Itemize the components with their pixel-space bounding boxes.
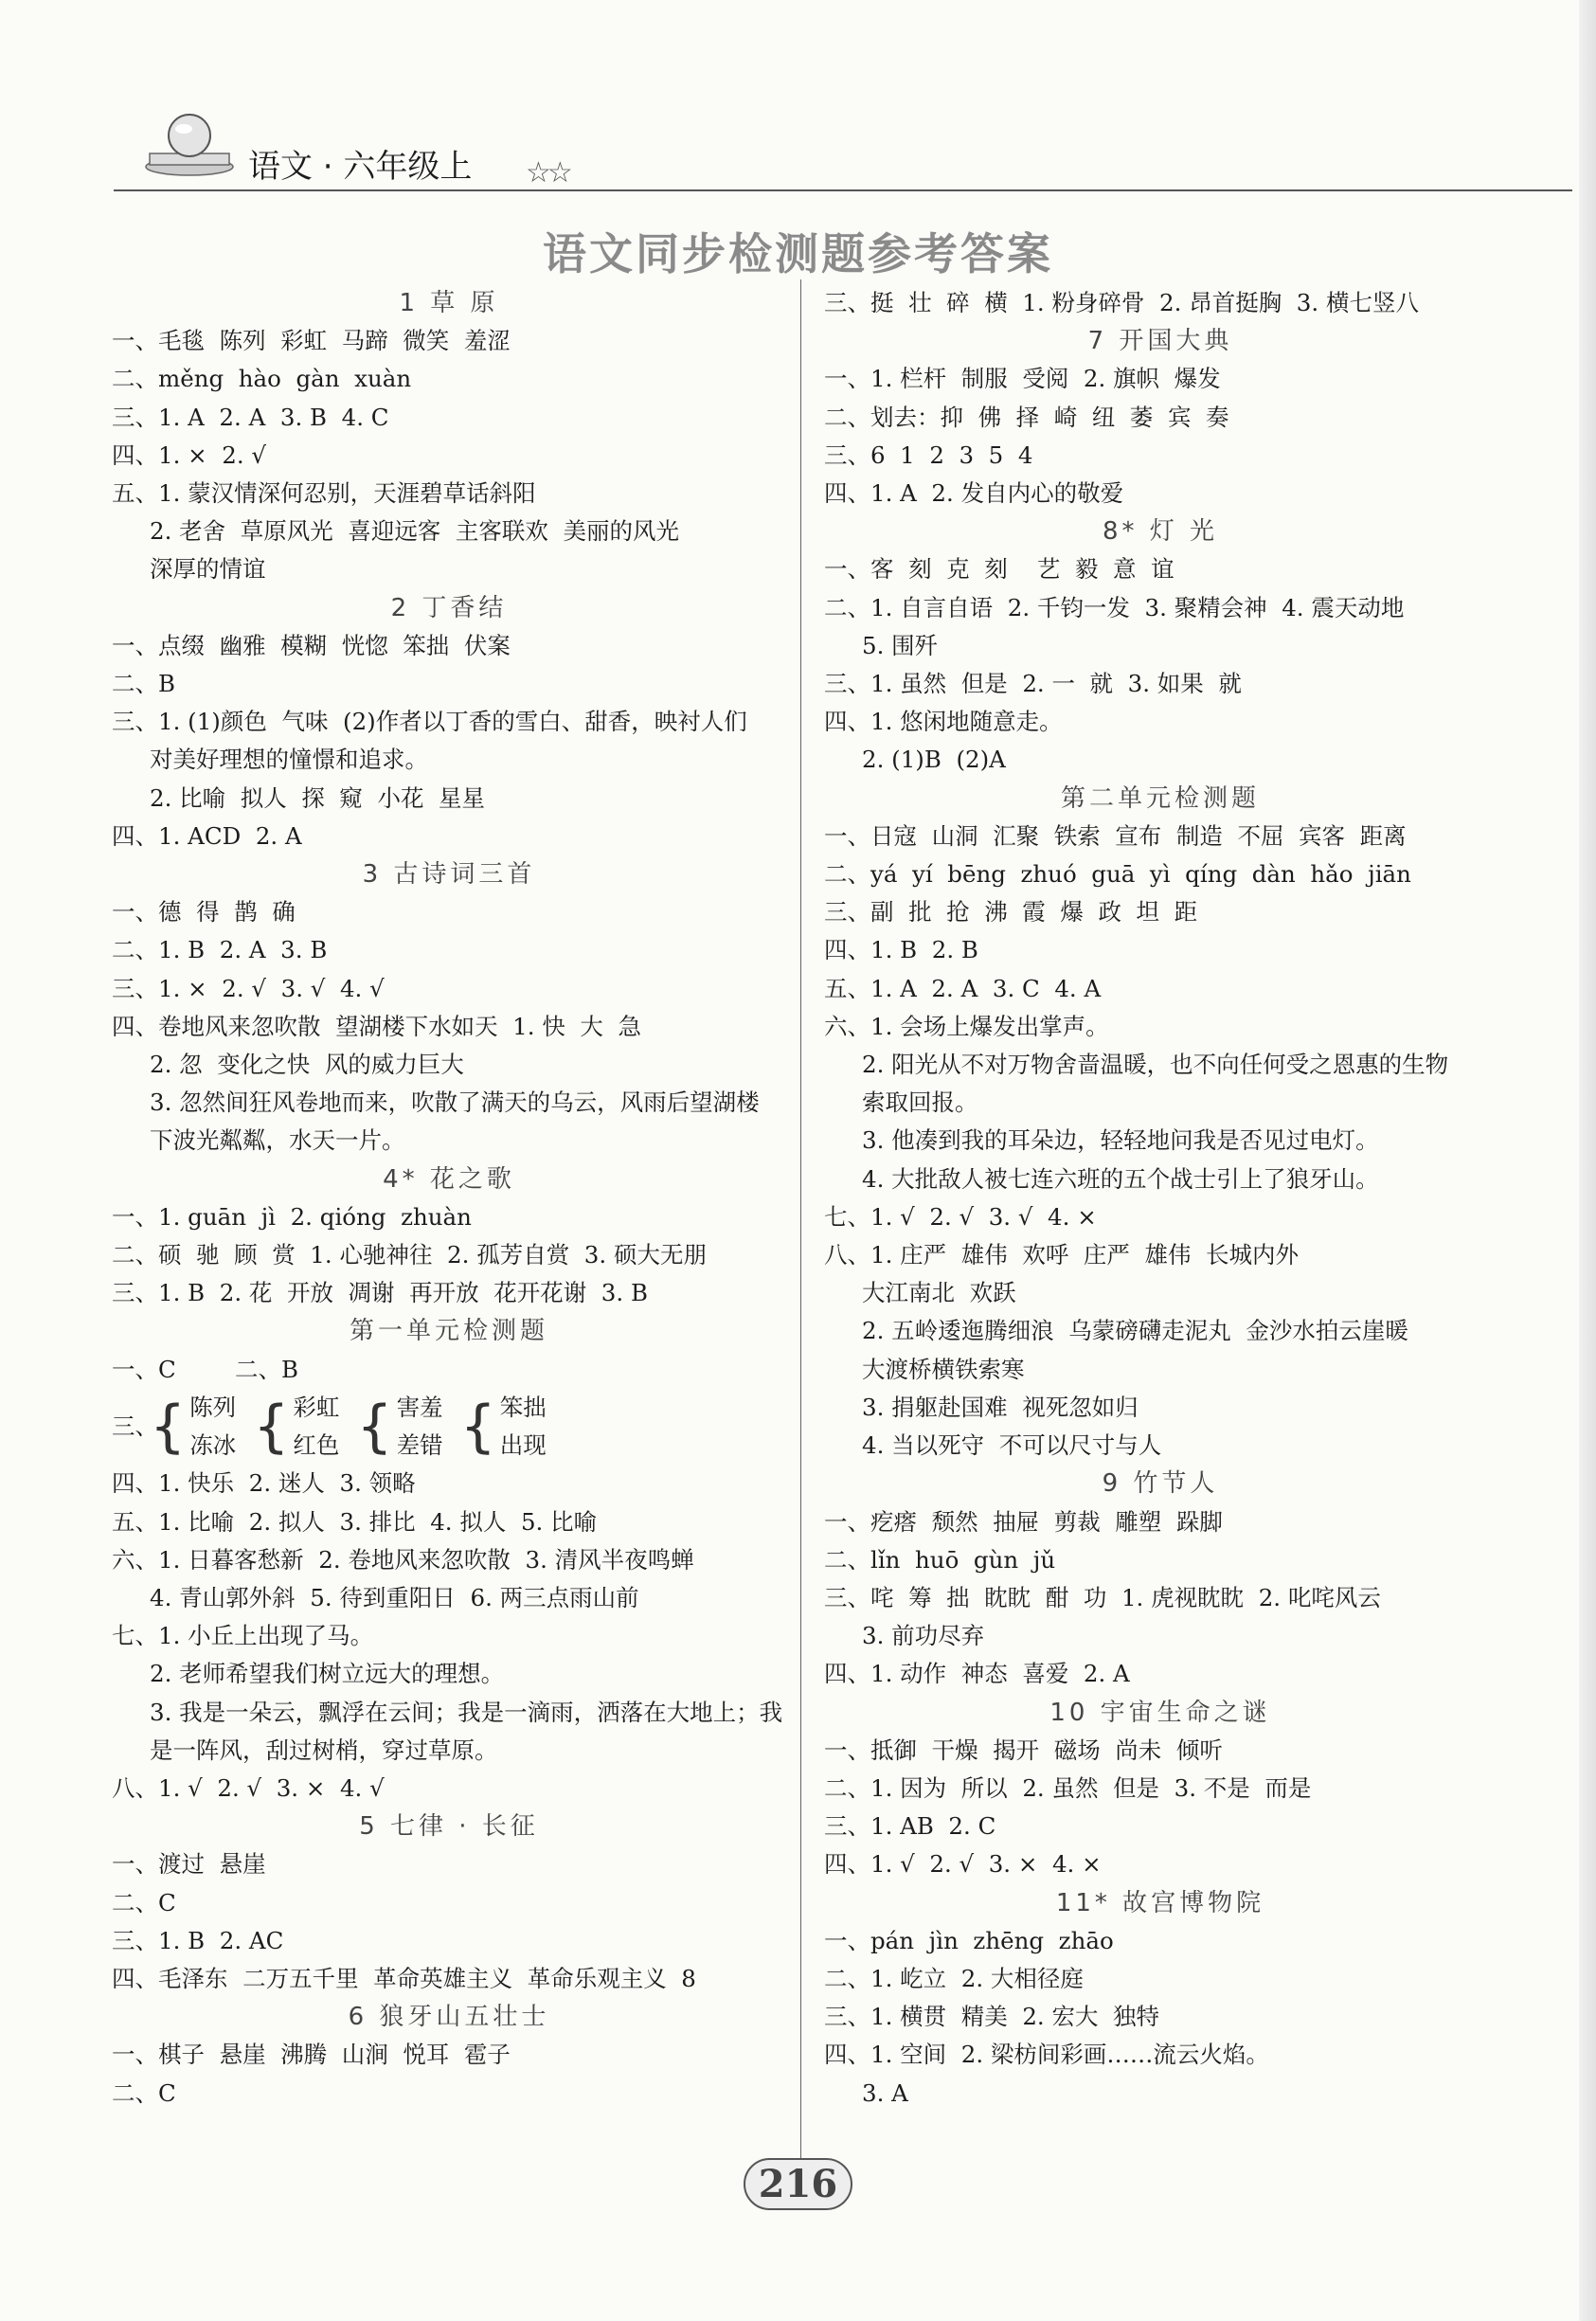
column-divider xyxy=(800,279,801,2174)
answer-line: 4. 青山郭外斜 5. 待到重阳日 6. 两三点雨山前 xyxy=(150,1583,639,1611)
answer-line: 三、1. × 2. √ 3. √ 4. √ xyxy=(112,974,385,1002)
answer-line: 3. 捐躯赴国难 视死忽如归 xyxy=(862,1393,1139,1421)
answer-line: 3. 我是一朵云，飘浮在云间；我是一滴雨，洒落在大地上；我 xyxy=(150,1698,783,1726)
brace-icon: { xyxy=(253,1394,290,1461)
answer-line: 一、C 二、B xyxy=(112,1355,299,1383)
answer-line: 七、1. 小丘上出现了马。 xyxy=(112,1622,374,1650)
answer-line: 三、1. 虽然 但是 2. 一 就 3. 如果 就 xyxy=(824,670,1242,698)
brace-item: 冻冰 xyxy=(189,1431,237,1460)
section-heading: 2 丁香结 xyxy=(390,593,508,622)
answer-line: 2. 忽 变化之快 风的威力巨大 xyxy=(150,1051,464,1079)
answer-line: 三、1. (1)颜色 气味 (2)作者以丁香的雪白、甜香，映衬人们 xyxy=(112,708,747,736)
answer-line: 2. 阳光从不对万物舍啬温暖，也不向任何受之恩惠的生物 xyxy=(862,1051,1449,1079)
page-title: 语文同步检测题参考答案 xyxy=(543,228,1053,279)
brace-answer-line xyxy=(112,1389,786,1465)
answer-line: 二、měng hào gàn xuàn xyxy=(112,365,412,393)
answer-line: 2. 五岭逶迤腾细浪 乌蒙磅礴走泥丸 金沙水拍云崖暖 xyxy=(862,1317,1408,1345)
brace-group xyxy=(460,1389,547,1465)
answer-line: 下波光粼粼，水天一片。 xyxy=(150,1126,405,1155)
brace-icon: { xyxy=(356,1394,393,1461)
section-heading: 5 七律 · 长征 xyxy=(359,1812,539,1842)
answer-line: 四、1. 悠闲地随意走。 xyxy=(824,708,1063,736)
answer-line: 三、6 1 2 3 5 4 xyxy=(824,441,1033,469)
brace-item: 出现 xyxy=(499,1431,547,1460)
answer-line: 3. A xyxy=(862,2078,908,2107)
answer-line: 2. 老舍 草原风光 喜迎远客 主客联欢 美丽的风光 xyxy=(150,517,679,546)
brace-item: 害羞 xyxy=(396,1393,443,1421)
answer-line: 四、1. 空间 2. 梁枋间彩画……流云火焰。 xyxy=(824,2041,1269,2069)
section-heading: 4* 花之歌 xyxy=(383,1164,515,1194)
brace-group xyxy=(356,1389,442,1465)
section-heading: 7 开国大典 xyxy=(1087,327,1233,356)
answer-line: 四、1. B 2. B xyxy=(824,936,978,964)
page-number xyxy=(0,2158,1596,2210)
header-rule xyxy=(114,189,1572,191)
answer-line: 一、德 得 鹊 确 xyxy=(112,898,296,927)
answer-line: 二、1. 自言自语 2. 千钧一发 3. 聚精会神 4. 震天动地 xyxy=(824,593,1405,621)
answer-line: 二、lǐn huō gùn jǔ xyxy=(824,1545,1056,1574)
answer-line: 三、1. A 2. A 3. B 4. C xyxy=(112,403,389,431)
section-heading: 10 宇宙生命之谜 xyxy=(1049,1698,1271,1727)
answer-line: 五、1. A 2. A 3. C 4. A xyxy=(824,974,1102,1002)
answer-line: 一、疙瘩 颓然 抽屉 剪裁 雕塑 跺脚 xyxy=(824,1507,1223,1536)
brace-group xyxy=(150,1389,236,1465)
brace-item: 红色 xyxy=(293,1431,340,1460)
answer-line: 三、挺 壮 碎 横 1. 粉身碎骨 2. 昂首挺胸 3. 横七竖八 xyxy=(824,289,1419,316)
section-heading: 8* 灯 光 xyxy=(1102,517,1219,547)
book-globe-icon xyxy=(142,112,237,178)
answer-line: 2. 比喻 拟人 探 窥 小花 星星 xyxy=(150,783,486,812)
answer-label: 三、 xyxy=(112,1412,158,1440)
answer-line: 四、1. 动作 神态 喜爱 2. A xyxy=(824,1660,1130,1688)
section-heading: 1 草 原 xyxy=(399,289,499,317)
section-heading: 第二单元检测题 xyxy=(1060,783,1260,813)
answer-line: 四、1. A 2. 发自内心的敬爱 xyxy=(824,479,1124,508)
answer-line: 大江南北 欢跃 xyxy=(862,1279,1016,1307)
section-heading: 第一单元检测题 xyxy=(349,1317,548,1346)
page-number-label: 216 xyxy=(744,2158,853,2210)
answer-line: 4. 当以死守 不可以尺寸与人 xyxy=(862,1431,1162,1460)
answer-line: 一、棋子 悬崖 沸腾 山涧 悦耳 雹子 xyxy=(112,2041,511,2069)
page-edge xyxy=(1579,0,1596,2321)
answer-line: 一、1. 栏杆 制服 受阅 2. 旗帜 爆发 xyxy=(824,365,1221,393)
answer-line: 一、毛毯 陈列 彩虹 马蹄 微笑 羞涩 xyxy=(112,327,511,355)
answer-line: 对美好理想的憧憬和追求。 xyxy=(150,746,428,774)
answer-line: 一、点缀 幽雅 模糊 恍惚 笨拙 伏案 xyxy=(112,631,511,659)
answer-line: 是一阵风，刮过树梢，穿过草原。 xyxy=(150,1736,498,1764)
answer-line: 三、1. 横贯 精美 2. 宏大 独特 xyxy=(824,2003,1160,2031)
section-heading: 6 狼牙山五壮士 xyxy=(348,2003,550,2032)
left-column xyxy=(112,284,786,2113)
answer-line: 三、1. B 2. AC xyxy=(112,1926,284,1954)
answer-line: 三、副 批 抢 沸 霞 爆 政 坦 距 xyxy=(824,898,1198,927)
answer-line: 七、1. √ 2. √ 3. √ 4. × xyxy=(824,1202,1097,1231)
answer-line: 索取回报。 xyxy=(862,1089,978,1117)
answer-line: 二、划去：抑 佛 择 崎 纽 萎 宾 奏 xyxy=(824,403,1229,431)
answer-line: 八、1. 庄严 雄伟 欢呼 庄严 雄伟 长城内外 xyxy=(824,1241,1300,1269)
brace-item: 彩虹 xyxy=(293,1393,340,1421)
answer-line: 二、C xyxy=(112,1888,176,1916)
answer-line: 二、B xyxy=(112,670,176,698)
answer-line: 深厚的情谊 xyxy=(150,555,266,584)
brace-group xyxy=(253,1389,339,1465)
answer-line: 2. (1)B (2)A xyxy=(862,746,1006,774)
section-heading: 9 竹节人 xyxy=(1102,1469,1219,1499)
answer-line: 四、毛泽东 二万五千里 革命英雄主义 革命乐观主义 8 xyxy=(112,1964,696,1992)
answer-line: 4. 大批敌人被七连六班的五个战士引上了狼牙山。 xyxy=(862,1164,1379,1193)
answer-line: 四、卷地风来忽吹散 望湖楼下水如天 1. 快 大 急 xyxy=(112,1012,641,1040)
answer-line: 大渡桥横铁索寒 xyxy=(862,1355,1025,1383)
answer-line: 3. 前功尽弃 xyxy=(862,1622,985,1650)
answer-line: 五、1. 比喻 2. 拟人 3. 排比 4. 拟人 5. 比喻 xyxy=(112,1507,598,1536)
answer-line: 一、pán jìn zhēng zhāo xyxy=(824,1926,1114,1954)
answer-line: 二、yá yí bēng zhuó guā yì qíng dàn hǎo jiān xyxy=(824,860,1411,889)
answer-line: 2. 老师希望我们树立远大的理想。 xyxy=(150,1660,505,1688)
header-title: 语文 · 六年级上 xyxy=(248,148,473,186)
answer-line: 一、抵御 干燥 揭开 磁场 尚未 倾听 xyxy=(824,1736,1223,1764)
answer-line: 3. 忽然间狂风卷地而来，吹散了满天的乌云，风雨后望湖楼 xyxy=(150,1089,760,1117)
answer-line: 三、1. B 2. 花 开放 凋谢 再开放 花开花谢 3. B xyxy=(112,1279,648,1307)
answer-line: 五、1. 蒙汉情深何忍别，天涯碧草话斜阳 xyxy=(112,479,536,508)
section-heading: 3 古诗词三首 xyxy=(362,860,536,890)
brace-item: 陈列 xyxy=(189,1393,237,1421)
answer-line: 二、1. 屹立 2. 大相径庭 xyxy=(824,1964,1084,1992)
answer-line: 一、1. guān jì 2. qióng zhuàn xyxy=(112,1202,472,1231)
answer-line: 四、1. × 2. √ xyxy=(112,441,267,469)
answer-line: 四、1. √ 2. √ 3. × 4. × xyxy=(824,1850,1102,1879)
brace-icon: { xyxy=(459,1394,496,1461)
right-column xyxy=(824,284,1497,2113)
answer-line: 四、1. 快乐 2. 迷人 3. 领略 xyxy=(112,1469,416,1498)
answer-line: 三、咤 筹 拙 眈眈 酣 功 1. 虎视眈眈 2. 叱咤风云 xyxy=(824,1583,1381,1611)
section-heading: 11* 故宫博物院 xyxy=(1055,1888,1265,1917)
answer-line: 一、客 刻 克 刻 艺 毅 意 谊 xyxy=(824,555,1175,584)
answer-line: 二、硕 驰 顾 赏 1. 心驰神往 2. 孤芳自赏 3. 硕大无朋 xyxy=(112,1241,707,1269)
answer-line: 5. 围歼 xyxy=(862,631,939,659)
answer-line: 二、C xyxy=(112,2078,176,2107)
answer-line: 六、1. 会场上爆发出掌声。 xyxy=(824,1012,1109,1040)
answer-line: 三、1. AB 2. C xyxy=(824,1812,996,1841)
answer-line: 一、渡过 悬崖 xyxy=(112,1850,266,1879)
answer-line: 八、1. √ 2. √ 3. × 4. √ xyxy=(112,1773,385,1802)
answer-line: 二、1. B 2. A 3. B xyxy=(112,936,328,964)
answer-line: 四、1. ACD 2. A xyxy=(112,821,302,850)
brace-icon: { xyxy=(150,1394,187,1461)
answer-line: 二、1. 因为 所以 2. 虽然 但是 3. 不是 而是 xyxy=(824,1773,1312,1802)
answer-line: 一、日寇 山洞 汇聚 铁索 宣布 制造 不屈 宾客 距离 xyxy=(824,821,1407,850)
difficulty-stars: ☆☆ xyxy=(526,156,569,189)
answer-line: 六、1. 日暮客愁新 2. 卷地风来忽吹散 3. 清风半夜鸣蝉 xyxy=(112,1545,694,1574)
brace-item: 差错 xyxy=(396,1431,443,1460)
answer-line: 3. 他凑到我的耳朵边，轻轻地问我是否见过电灯。 xyxy=(862,1126,1379,1155)
brace-item: 笨拙 xyxy=(499,1393,547,1421)
page-header xyxy=(0,0,1596,204)
